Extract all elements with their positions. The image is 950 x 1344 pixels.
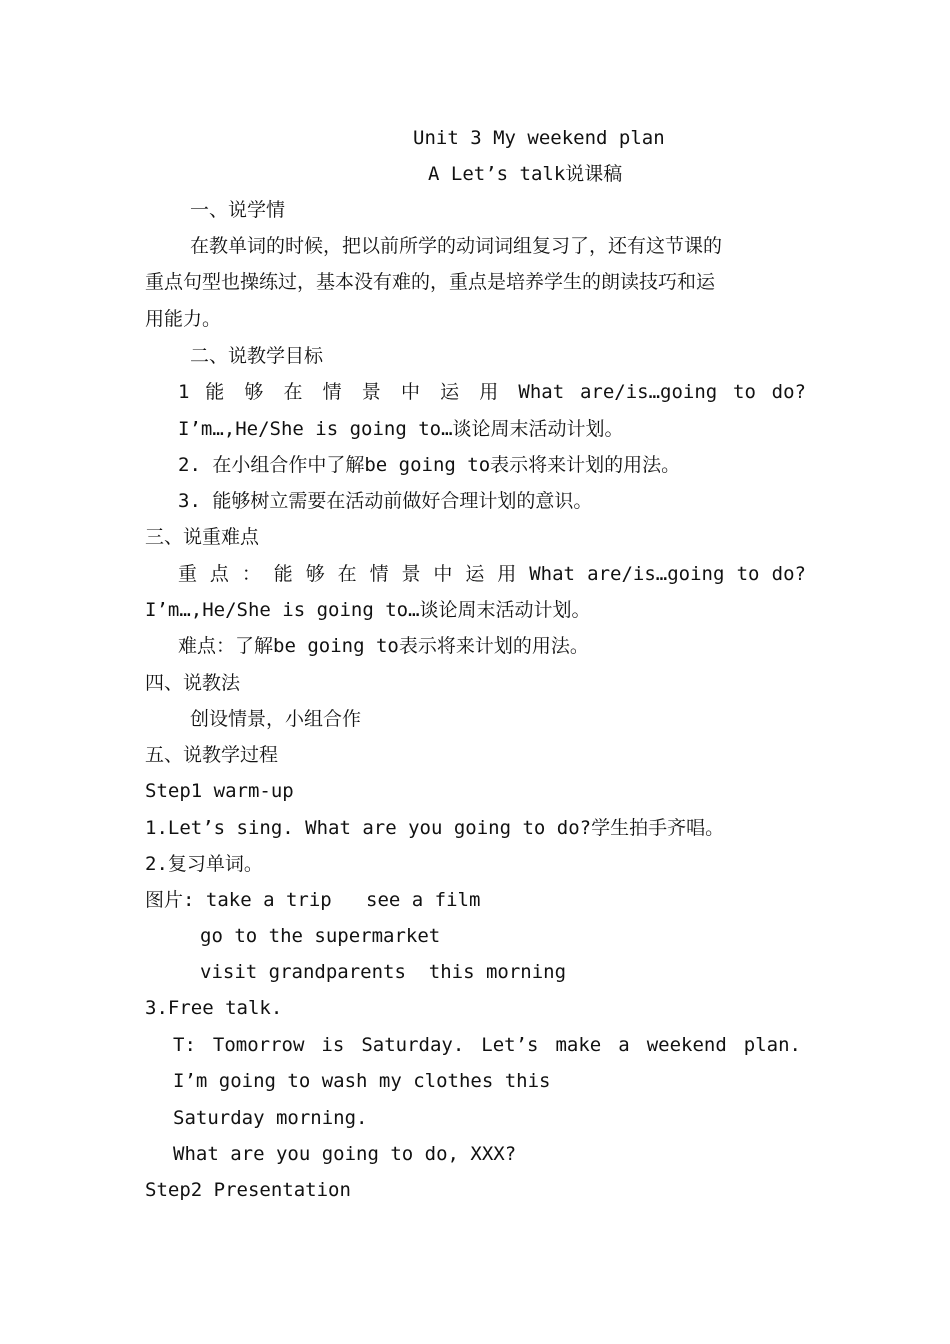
title-line-2: A Let’s talk说课稿: [428, 163, 623, 185]
section-3-heading: 三、说重难点: [145, 526, 260, 548]
step-2-heading: Step2 Presentation: [145, 1179, 351, 1201]
step-1-item: 2.复习单词。: [145, 853, 263, 875]
section-1-paragraph-line: 在教单词的时候，把以前所学的动词词组复习了，还有这节课的: [190, 235, 723, 257]
goal-1-line-a: 1 能 够 在 情 景 中 运 用 What are/is…going to do?: [178, 381, 806, 403]
section-1-paragraph-line: 重点句型也操练过，基本没有难的，重点是培养学生的朗读技巧和运: [145, 271, 716, 293]
goal-3: 3. 能够树立需要在活动前做好合理计划的意识。: [178, 490, 593, 512]
step-1-item: 3.Free talk.: [145, 997, 283, 1019]
step-1-item: go to the supermarket: [200, 925, 441, 947]
teacher-talk-line: I’m going to wash my clothes this: [173, 1070, 551, 1092]
step-1-item: visit grandparents this morning: [200, 961, 567, 983]
section-4-heading: 四、说教法: [145, 672, 241, 694]
step-1-item: 1.Let’s sing. What are you going to do?学生拍手齐唱。: [145, 817, 725, 839]
key-point-line-b: I’m…,He/She is going to…谈论周末活动计划。: [145, 599, 591, 621]
goal-1-line-b: I’m…,He/She is going to…谈论周末活动计划。: [178, 418, 624, 440]
step-1-item: 图片: take a trip see a film: [145, 889, 481, 911]
teacher-talk-line: Saturday morning.: [173, 1107, 368, 1129]
section-5-heading: 五、说教学过程: [145, 744, 279, 766]
section-1-paragraph-line: 用能力。: [145, 308, 222, 330]
teaching-method: 创设情景，小组合作: [190, 708, 362, 730]
section-1-heading: 一、说学情: [190, 199, 286, 221]
goal-2: 2. 在小组合作中了解be going to表示将来计划的用法。: [178, 454, 681, 476]
difficult-point: 难点：了解be going to表示将来计划的用法。: [178, 635, 589, 657]
teacher-talk-line: T: Tomorrow is Saturday. Let’s make a weekend plan.: [173, 1034, 801, 1056]
title-line-1: Unit 3 My weekend plan: [413, 127, 665, 149]
key-point-line-a: 重 点 ： 能 够 在 情 景 中 运 用 What are/is…going to do?: [178, 563, 806, 585]
section-2-heading: 二、说教学目标: [190, 345, 324, 367]
step-1-heading: Step1 warm-up: [145, 780, 294, 802]
teacher-talk-line: What are you going to do, XXX?: [173, 1143, 517, 1165]
